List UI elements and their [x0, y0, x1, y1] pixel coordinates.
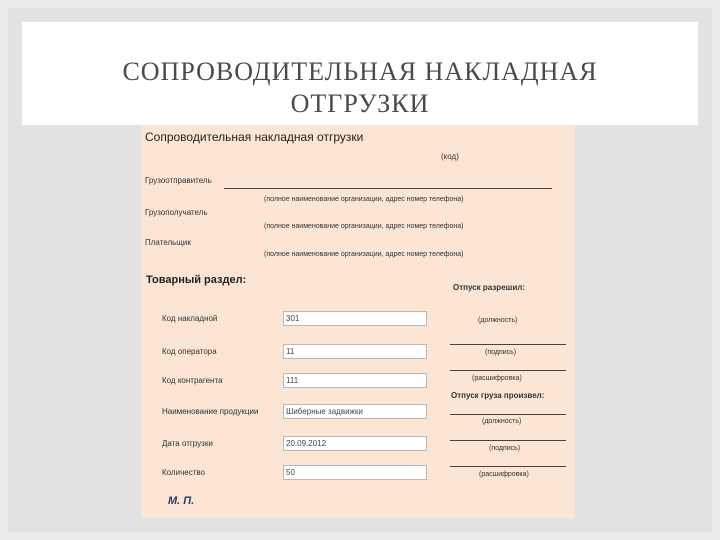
- decoding-line: [450, 466, 566, 467]
- shipment-date-input[interactable]: 20.09.2012: [283, 436, 427, 451]
- decoding-line: [450, 370, 566, 371]
- payer-hint: (полное наименование организации, адрес номер телефона): [264, 251, 464, 258]
- field-label: Количество: [162, 468, 205, 477]
- shipper-line: [224, 188, 552, 189]
- operator-code-input[interactable]: 11: [283, 344, 427, 359]
- signature-hint: (подпись): [485, 349, 517, 356]
- field-label: Дата отгрузки: [162, 439, 213, 448]
- field-label: Код оператора: [162, 347, 217, 356]
- signature-line: [450, 344, 566, 345]
- consignee-label: Грузополучатель: [145, 208, 208, 217]
- counterparty-code-input[interactable]: 111: [283, 373, 427, 388]
- payer-label: Плательщик: [145, 238, 191, 247]
- field-label: Код накладной: [162, 314, 218, 323]
- decoding-hint: (расшифровка): [472, 375, 522, 382]
- waybill-form: [141, 125, 575, 518]
- code-label: (код): [441, 152, 459, 161]
- field-label: Наименование продукции: [162, 407, 259, 416]
- position-hint: (должность): [478, 317, 518, 324]
- cargo-released-label: Отпуск груза произвел:: [451, 391, 545, 400]
- position-line: [450, 414, 566, 415]
- signature-hint: (подпись): [489, 445, 521, 452]
- product-name-input[interactable]: Шиберные задвижки: [283, 404, 427, 419]
- consignee-hint: (полное наименование организации, адрес номер телефона): [264, 223, 464, 230]
- title-band: [22, 22, 698, 125]
- field-label: Код контрагента: [162, 376, 223, 385]
- release-permitted-label: Отпуск разрешил:: [453, 283, 525, 292]
- invoice-code-input[interactable]: 301: [283, 311, 427, 326]
- stamp-label: М. П.: [168, 495, 195, 507]
- shipper-hint: (полное наименование организации, адрес номер телефона): [264, 196, 464, 203]
- signature-line: [450, 440, 566, 441]
- form-title: Сопроводительная накладная отгрузки: [145, 130, 364, 144]
- section-title: Товарный раздел:: [146, 274, 247, 286]
- slide-title: СОПРОВОДИТЕЛЬНАЯ НАКЛАДНАЯ ОТГРУЗКИ: [122, 57, 598, 118]
- decoding-hint: (расшифровка): [479, 471, 529, 478]
- quantity-input[interactable]: 50: [283, 465, 427, 480]
- shipper-label: Грузоотправитель: [145, 176, 212, 185]
- position-hint: (должность): [482, 418, 522, 425]
